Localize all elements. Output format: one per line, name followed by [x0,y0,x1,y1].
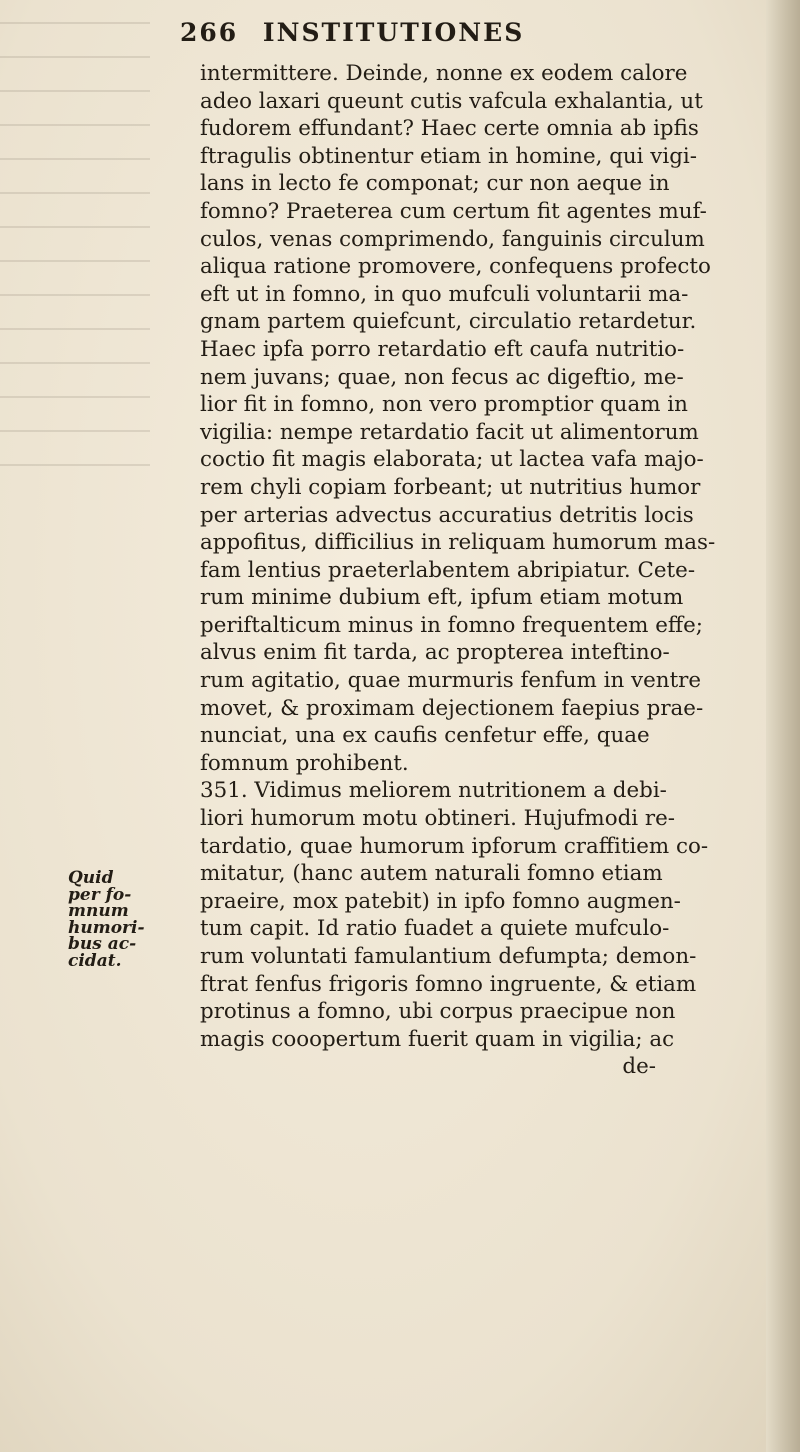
running-header [180,18,600,48]
text-line: Haec ipfa porro retardatio eft caufa nutritio- [200,336,685,362]
text-line: intermittere. Deinde, nonne ex eodem calore [200,61,688,86]
text-line: fomnum prohibent. [200,750,409,776]
text-line: praeire, mox patebit) in ipfo fomno augmen- [200,888,681,914]
text-line: per arterias advectus accuratius detritis locis [200,502,694,528]
marginal-note [68,868,145,971]
text-line: coctio fit magis elaborata; ut lactea vafa majo- [200,447,704,473]
text-line: fomno? Praeterea cum certum fit agentes muf- [200,198,707,224]
text-line: rum minime dubium eft, ipfum etiam motum [200,585,684,611]
bleed-through-shadow [0,0,150,470]
marginal-note-line: per fo- [68,884,132,905]
text-line: lior fit in fomno, non vero promptior quam in [200,392,688,418]
text-line: rum voluntati famulantium defumpta; demon- [200,944,697,969]
text-line: ftragulis obtinentur etiam in homine, qui vigi- [200,143,697,169]
marginal-note-line: cidat. [68,950,122,971]
text-line: tum capit. Id ratio fuadet a quiete mufculo- [200,916,670,942]
text-line: vigilia: nempe retardatio facit ut alimentorum [200,419,699,445]
text-line: rem chyli copiam forbeant; ut nutritius humor [200,474,701,500]
page-number: 266 [180,18,239,47]
text-line: mitatur, (hanc autem naturali fomno etiam [200,861,663,887]
text-line: fudorem effundant? Haec certe omnia ab ipfis [200,116,699,142]
text-line: culos, venas comprimendo, fanguinis circulum [200,226,705,252]
text-line: fam lentius praeterlabentem abripiatur. Cete- [200,557,696,583]
text-line: gnam partem quiefcunt, circulatio retardetur. [200,309,697,335]
text-line: alvus enim fit tarda, ac propterea inteftino- [200,640,670,666]
text-line: rum agitatio, quae murmuris fenfum in ventre [200,668,702,694]
text-line: periftalticum minus in fomno frequentem effe; [200,612,703,638]
text-line: ftrat fenfus frigoris fomno ingruente, & etiam [200,971,697,997]
running-title: INSTITUTIONES [262,18,525,47]
marginal-note-line: Quid [68,868,114,888]
text-line: lans in lecto fe componat; cur non aeque in [200,171,670,197]
page-edge [766,0,800,1452]
marginal-note-line: mnum [68,901,129,922]
text-line: aliqua ratione promovere, confequens profecto [200,254,711,280]
text-line: magis cooopertum fuerit quam in vigilia; ac [200,1026,675,1052]
text-line: adeo laxari queunt cutis vafcula exhalantia, ut [200,88,703,114]
text-line: nem juvans; quae, non fecus ac digeftio, me- [200,364,684,390]
marginal-note-line: bus ac- [68,934,137,955]
body-text [200,60,760,1081]
marginal-note-line: humori- [68,917,145,938]
catchword: de- [622,1054,656,1080]
text-line: appofitus, difficilius in reliquam humorum mas- [200,530,716,556]
text-line: 351. Vidimus meliorem nutritionem a debi- [200,778,667,804]
text-line: liori humorum motu obtineri. Hujufmodi re- [200,806,676,832]
text-line: eft ut in fomno, in quo mufculi voluntarii ma- [200,281,689,307]
text-line: protinus a fomno, ubi corpus praecipue non [200,999,676,1025]
text-line: movet, & proximam dejectionem faepius prae- [200,695,704,721]
text-line: tardatio, quae humorum ipforum craffitiem co- [200,833,709,859]
text-line: nunciat, una ex caufis cenfetur effe, quae [200,723,650,749]
